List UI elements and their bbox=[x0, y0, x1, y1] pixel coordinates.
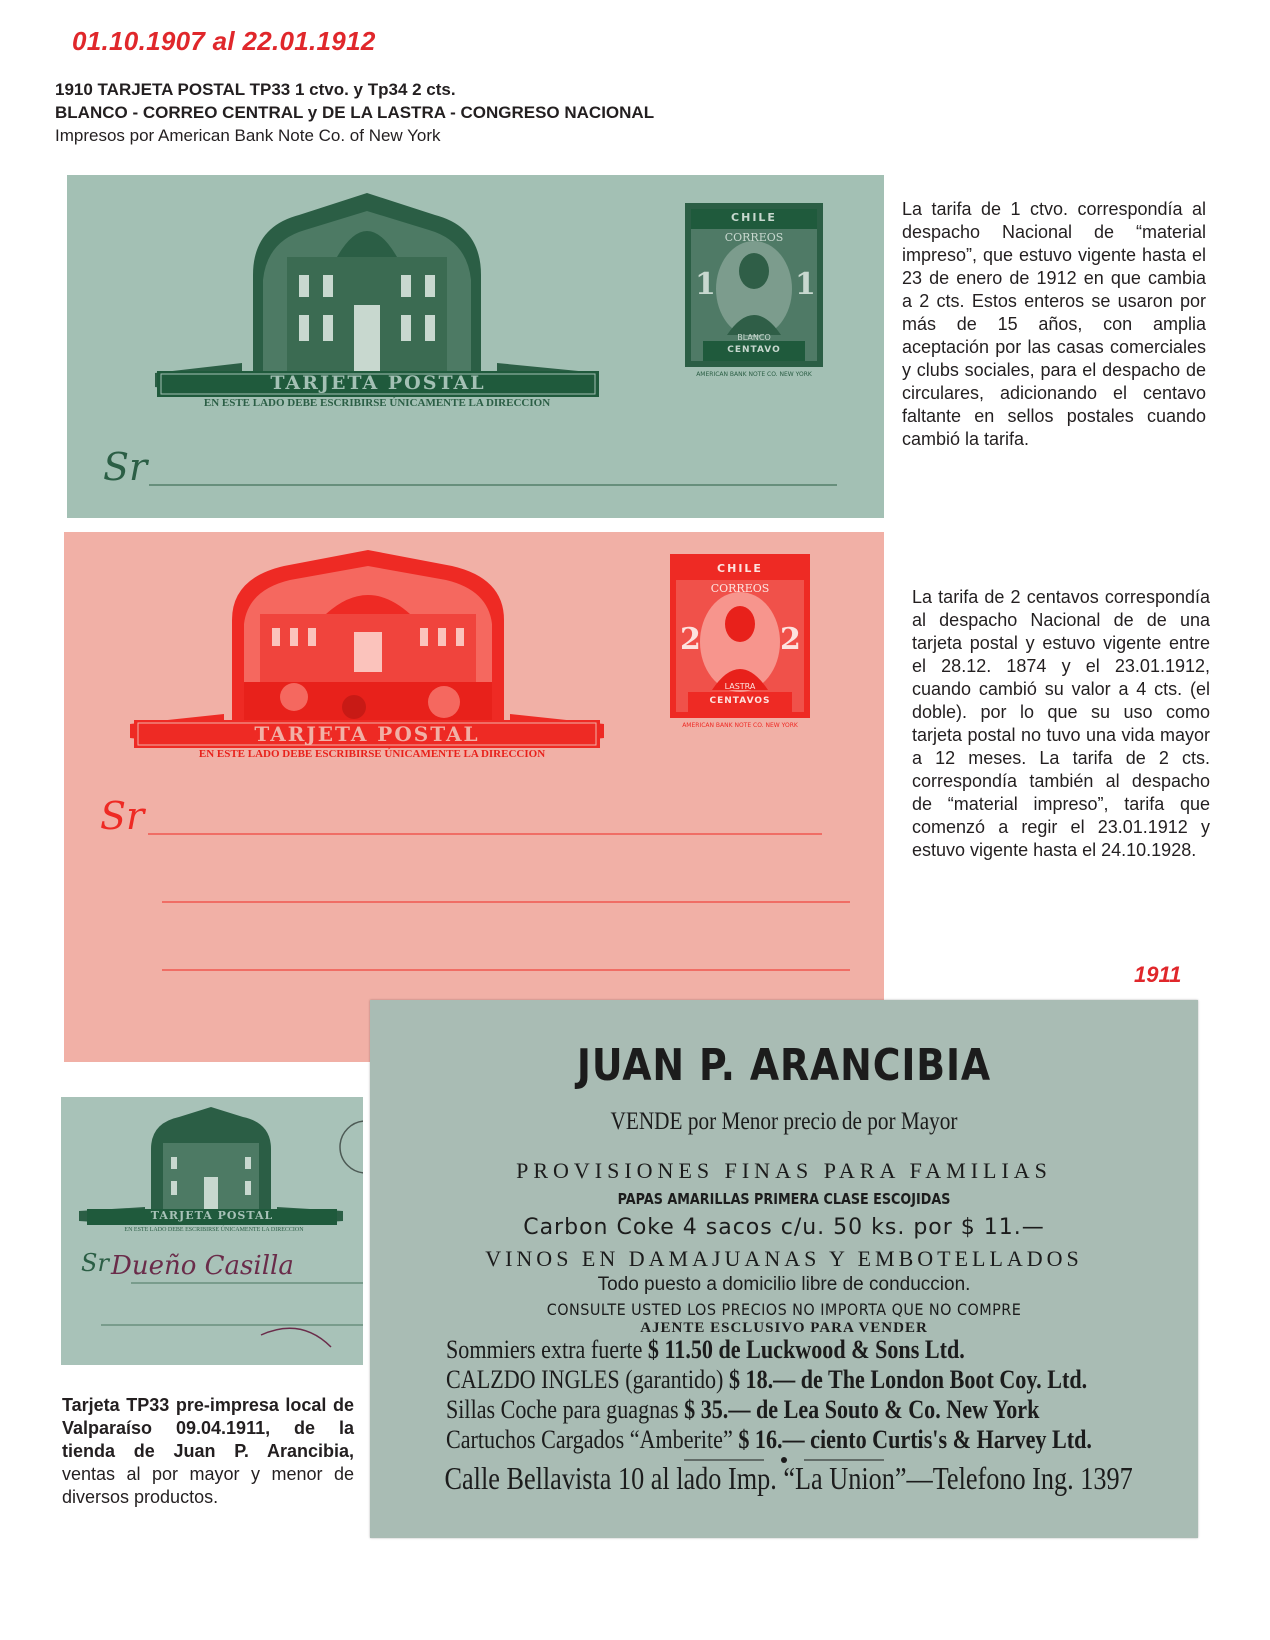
advert-item-maker: de Lea Souto & Co. New York bbox=[755, 1395, 1040, 1424]
advert-item-price: $ 16.— bbox=[738, 1425, 805, 1454]
advert-item-maker: de Luckwood & Sons Ltd. bbox=[718, 1335, 965, 1364]
postal-card-small bbox=[61, 1097, 363, 1365]
card-red-title: TARJETA POSTAL bbox=[254, 722, 480, 746]
advert-item-product: Sillas Coche para guagnas bbox=[446, 1395, 679, 1424]
stamp-green-value-right: 1 bbox=[795, 267, 816, 302]
stamp-green-country: CHILE bbox=[731, 211, 777, 224]
stamp-green-name: BLANCO bbox=[737, 333, 771, 342]
advert-vinos: VINOS EN DAMAJUANAS Y EMBOTELLADOS bbox=[485, 1246, 1083, 1271]
postal-card-green bbox=[67, 175, 884, 518]
year-label: 1911 bbox=[1134, 962, 1182, 987]
advert-card bbox=[370, 1000, 1198, 1538]
advert-provisiones: PROVISIONES FINAS PARA FAMILIAS bbox=[516, 1158, 1052, 1183]
advert-item-maker: de The London Boot Coy. Ltd. bbox=[800, 1365, 1088, 1394]
header-line-2: BLANCO - CORREO CENTRAL y DE LA LASTRA - CONGRESO NACIONAL bbox=[55, 103, 655, 122]
advert-ajente: AJENTE ESCLUSIVO PARA VENDER bbox=[640, 1320, 928, 1336]
advert-sub: VENDE por Menor precio de por Mayor bbox=[610, 1108, 958, 1135]
advert-item-price: $ 35.— bbox=[684, 1395, 751, 1424]
stamp-red-service: CORREOS bbox=[710, 582, 770, 595]
note-tariff-1-ctvo: La tarifa de 1 ctvo. correspondía al despacho Nacional de “material impreso”, que estuvo vigente hasta el 23 de enero de 1912 en que cambia a 2 cts. Estos enteros se usaron por más de 15 años, con amplia aceptación por las casas comerciales y clubs sociales, para el despacho de circulares, adicionando el centavo faltante en sellos postales cuando cambió la tarifa. bbox=[902, 199, 1206, 449]
card-small-title: TARJETA POSTAL bbox=[150, 1209, 274, 1222]
card-red-instruction: EN ESTE LADO DEBE ESCRIBIRSE ÚNICAMENTE LA DIRECCION bbox=[198, 748, 546, 760]
card-small-handwriting: Dueño Casilla bbox=[111, 1251, 294, 1281]
postal-card-red bbox=[64, 532, 884, 1062]
header-line-1: 1910 TARJETA POSTAL TP33 1 ctvo. y Tp34 2 cts. bbox=[55, 80, 456, 99]
advert-item-maker: ciento Curtis's & Harvey Ltd. bbox=[810, 1425, 1092, 1454]
advert-papas: PAPAS AMARILLAS PRIMERA CLASE ESCOJIDAS bbox=[617, 1190, 951, 1208]
card-small-salutation: Sr bbox=[81, 1249, 109, 1277]
stamp-green-denomination: CENTAVO bbox=[727, 345, 781, 355]
postal-card-red-art bbox=[64, 532, 884, 1062]
advert-item-product: CALZDO INGLES (garantido) bbox=[446, 1365, 724, 1394]
advert-item-price: $ 11.50 bbox=[647, 1335, 713, 1364]
advert-item bbox=[446, 1365, 1087, 1395]
advert-carbon: Carbon Coke 4 sacos c/u. 50 ks. por $ 11.— bbox=[523, 1215, 1045, 1240]
advert-consulte: CONSULTE USTED LOS PRECIOS NO IMPORTA QUE NO COMPRE bbox=[546, 1300, 1022, 1319]
caption-bold: Tarjeta TP33 pre-impresa local de Valparaíso 09.04.1911, de la tienda de Juan P. Arancibia, bbox=[62, 1395, 354, 1461]
caption-rest: ventas al por mayor y menor de diversos productos. bbox=[62, 1464, 354, 1507]
advert-item bbox=[446, 1425, 1092, 1455]
stamp-red-denomination: CENTAVOS bbox=[709, 696, 771, 706]
page-date-range: 01.10.1907 al 22.01.1912 bbox=[72, 26, 376, 56]
header-line-3: Impresos por American Bank Note Co. of New York bbox=[55, 126, 441, 145]
advert-name: JUAN P. ARANCIBIA bbox=[576, 1040, 992, 1091]
advert-todo: Todo puesto a domicilio libre de conduccion. bbox=[597, 1274, 971, 1295]
advert-item-product: Sommiers extra fuerte bbox=[446, 1335, 643, 1364]
stamp-red-name: LASTRA bbox=[724, 682, 756, 691]
stamp-green-value-left: 1 bbox=[695, 267, 716, 302]
stamp-red-value-left: 2 bbox=[680, 622, 701, 657]
advert-item-product: Cartuchos Cargados “Amberite” bbox=[446, 1425, 733, 1454]
stamp-green-service: CORREOS bbox=[724, 231, 784, 244]
advert-item bbox=[446, 1395, 1039, 1425]
advert-address: Calle Bellavista 10 al lado Imp. “La Union”—Telefono Ing. 1397 bbox=[444, 1460, 1133, 1496]
stamp-red-value-right: 2 bbox=[780, 622, 801, 657]
stamp-red-printer: AMERICAN BANK NOTE CO. NEW YORK bbox=[682, 722, 798, 729]
stamp-green-printer: AMERICAN BANK NOTE CO. NEW YORK bbox=[696, 371, 812, 378]
card-small-instruction: EN ESTE LADO DEBE ESCRIBIRSE ÚNICAMENTE LA DIRECCION bbox=[124, 1227, 304, 1233]
card-green-salutation: Sr bbox=[103, 445, 148, 489]
caption-small-card bbox=[62, 1394, 354, 1509]
card-green-title: TARJETA POSTAL bbox=[270, 372, 486, 394]
card-red-salutation: Sr bbox=[100, 794, 145, 838]
advert-item-price: $ 18.— bbox=[728, 1365, 796, 1394]
stamp-red-country: CHILE bbox=[717, 562, 763, 575]
card-green-instruction: EN ESTE LADO DEBE ESCRIBIRSE ÚNICAMENTE LA DIRECCION bbox=[203, 397, 551, 409]
advert-item bbox=[446, 1335, 965, 1365]
note-tariff-2-cts: La tarifa de 2 centavos correspondía al despacho Nacional de de una tarjeta postal y estuvo vigente entre el 28.12. 1874 y el 23.01.1912, cuando cambió su valor a 4 cts. (el doble). por lo que su uso como tarjeta postal no tuvo una vida mayor a 12 meses. La tarifa de 2 cts. correspondía también al despacho de “material impreso”, tarifa que comenzó a regir el 23.01.1912 y estuvo vigente hasta el 24.10.1928. bbox=[912, 587, 1210, 860]
